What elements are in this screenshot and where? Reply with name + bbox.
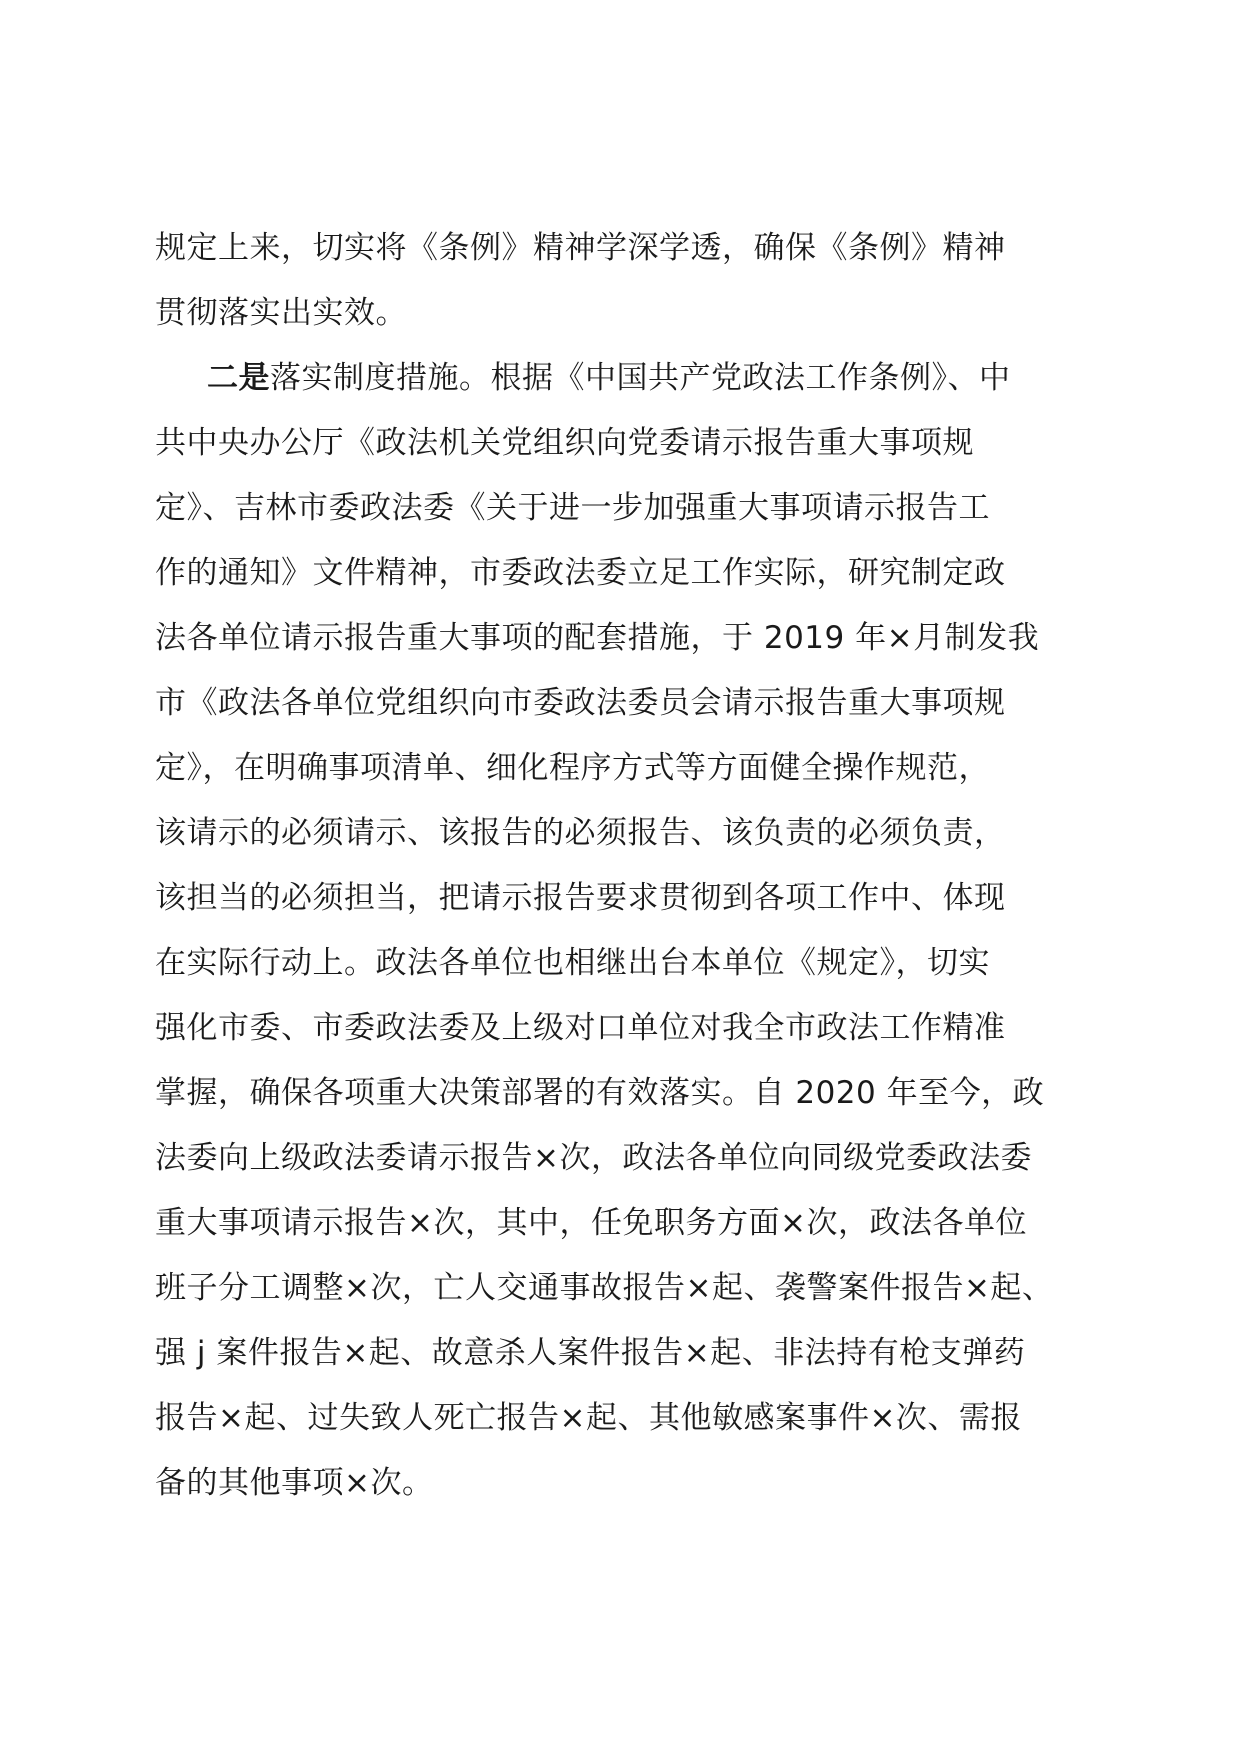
paragraph-2-line-13: 法委向上级政法委请示报告×次，政法各单位向同级党委政法委 [155,1140,1032,1176]
paragraph-2-line-8: 该请示的必须请示、该报告的必须报告、该负责的必须负责， [155,815,1006,851]
paragraph-2-lead-rest: 落实制度措施。根据《中国共产党政法工作条例》、中 [270,360,1011,396]
body-text [155,216,1115,1516]
paragraph-1-line-2: 贯彻落实出实效。 [155,295,407,331]
paragraph-2-line-6: 市《政法各单位党组织向市委政法委员会请示报告重大事项规 [155,685,1006,721]
paragraph-2-line-9: 该担当的必须担当，把请示报告要求贯彻到各项工作中、体现 [155,880,1006,916]
paragraph-2-line-18: 备的其他事项×次。 [155,1465,434,1501]
paragraph-2-line-3: 定》、吉林市委政法委《关于进一步加强重大事项请示报告工 [155,490,990,526]
paragraph-2-lead-bold: 二是 [207,360,270,396]
paragraph-2-line-14: 重大事项请示报告×次，其中，任免职务方面×次，政法各单位 [155,1205,1027,1241]
paragraph-2-line-7: 定》，在明确事项清单、细化程序方式等方面健全操作规范， [155,750,990,786]
paragraph-2-line-17: 报告×起、过失致人死亡报告×起、其他敏感案事件×次、需报 [155,1400,1022,1436]
paragraph-2-line-12: 掌握，确保各项重大决策部署的有效落实。自 2020 年至今，政 [155,1075,1045,1111]
paragraph-2-line-15: 班子分工调整×次，亡人交通事故报告×起、袭警案件报告×起、 [155,1270,1054,1306]
paragraph-2-line-10: 在实际行动上。政法各单位也相继出台本单位《规定》，切实 [155,945,990,981]
paragraph-1-line-1: 规定上来，切实将《条例》精神学深学透，确保《条例》精神 [155,230,1006,266]
paragraph-2-line-16: 强 j 案件报告×起、故意杀人案件报告×起、非法持有枪支弹药 [155,1335,1026,1371]
paragraph-2-line-2: 共中央办公厅《政法机关党组织向党委请示报告重大事项规 [155,425,974,461]
paragraph-2-line-5: 法各单位请示报告重大事项的配套措施，于 2019 年×月制发我 [155,620,1040,656]
paragraph-2-line-11: 强化市委、市委政法委及上级对口单位对我全市政法工作精准 [155,1010,1006,1046]
paragraph-2-line-4: 作的通知》文件精神，市委政法委立足工作实际，研究制定政 [155,555,1006,591]
paragraph-2-line-1 [155,346,1115,411]
